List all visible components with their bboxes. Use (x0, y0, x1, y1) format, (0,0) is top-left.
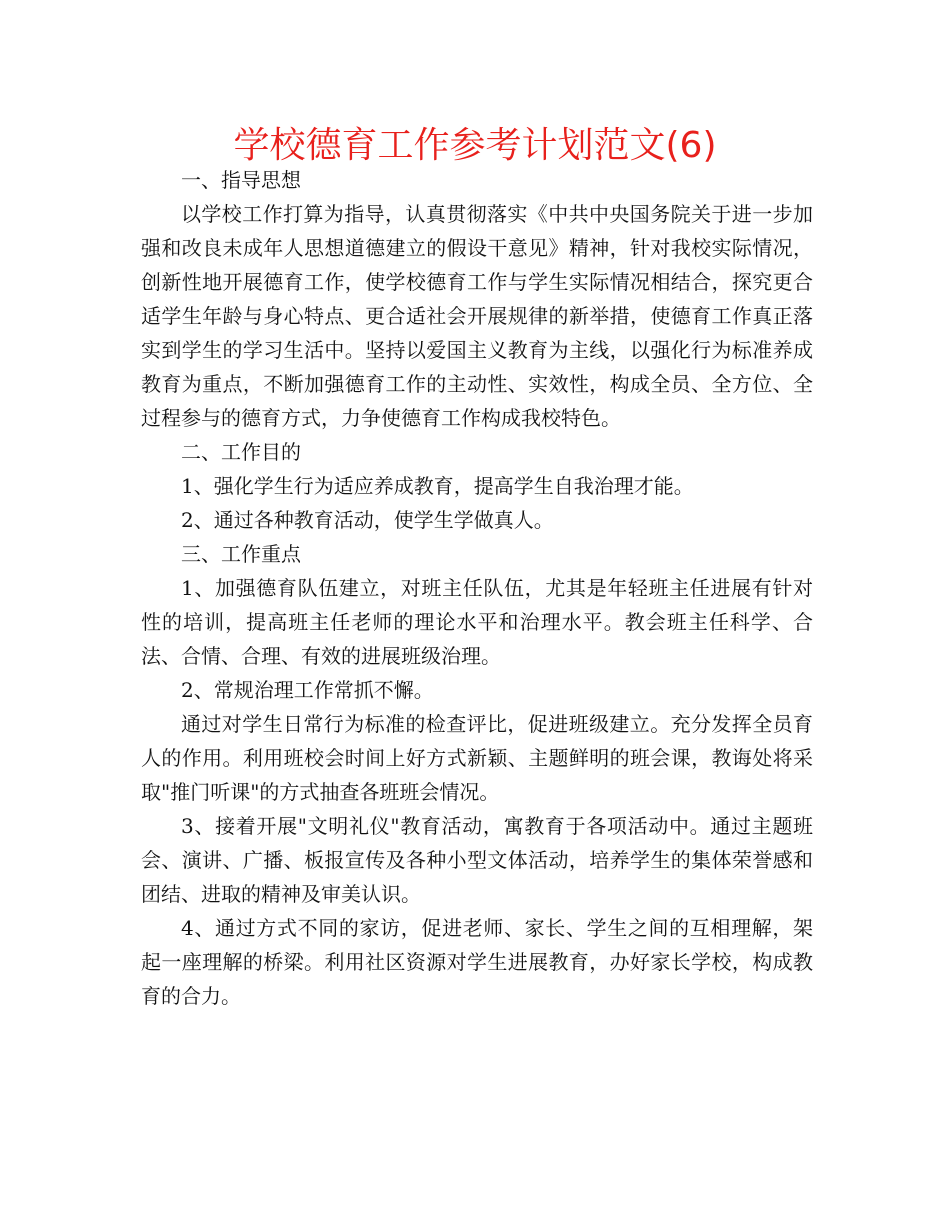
section-heading-work-focus: 三、工作重点 (181, 542, 301, 566)
goal-item-2: 2、通过各种教育活动，使学生学做真人。 (181, 508, 554, 532)
document-body (141, 163, 813, 1013)
section-heading-work-goals: 二、工作目的 (181, 440, 301, 464)
section-heading-guiding-ideology: 一、指导思想 (181, 168, 301, 192)
focus-item-3: 3、接着开展"文明礼仪"教育活动，寓教育于各项活动中。通过主题班会、演讲、广播、板报宣传及各种小型文体活动，培养学生的集体荣誉感和团结、进取的精神及审美认识。 (141, 814, 813, 906)
focus-item-2: 2、常规治理工作常抓不懈。 (181, 678, 434, 702)
goal-item-1: 1、强化学生行为适应养成教育，提高学生自我治理才能。 (181, 474, 694, 498)
focus-item-2-detail: 通过对学生日常行为标准的检查评比，促进班级建立。充分发挥全员育人的作用。利用班校会时间上好方式新颖、主题鲜明的班会课，教诲处将采取"推门听课"的方式抽查各班班会情况。 (141, 712, 813, 804)
focus-item-1: 1、加强德育队伍建立，对班主任队伍，尤其是年轻班主任进展有针对性的培训，提高班主任老师的理论水平和治理水平。教会班主任科学、合法、合情、合理、有效的进展班级治理。 (141, 576, 813, 668)
document-title: 学校德育工作参考计划范文(6) (233, 125, 717, 166)
paragraph-guiding-ideology: 以学校工作打算为指导，认真贯彻落实《中共中央国务院关于进一步加强和改良未成年人思想道德建立的假设干意见》精神，针对我校实际情况，创新性地开展德育工作，使学校德育工作与学生实际情况相结合，探究更合适学生年龄与身心特点、更合适社会开展规律的新举措，使德育工作真正落实到学生的学习生活中。坚持以爱国主义教育为主线，以强化行为标准养成教育为重点，不断加强德育工作的主动性、实效性，构成全员、全方位、全过程参与的德育方式，力争使德育工作构成我校特色。 (141, 202, 813, 430)
focus-item-4: 4、通过方式不同的家访，促进老师、家长、学生之间的互相理解，架起一座理解的桥梁。利用社区资源对学生进展教育，办好家长学校，构成教育的合力。 (141, 916, 813, 1008)
